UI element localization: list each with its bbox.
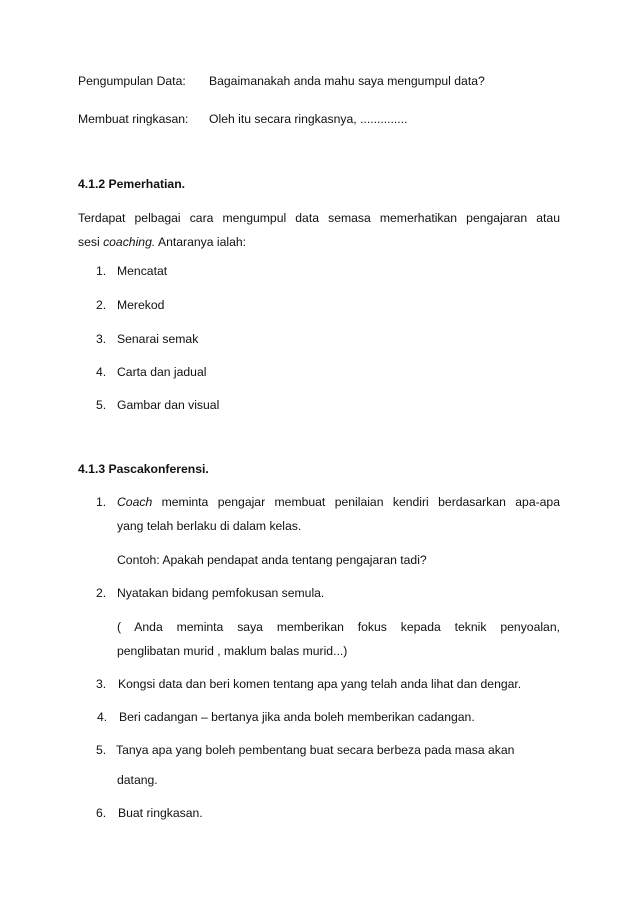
list-item — [96, 263, 167, 279]
coach-emphasis: Coach — [117, 495, 153, 509]
list-item-text: Gambar dan visual — [117, 398, 220, 412]
list-item-number: 4. — [96, 365, 107, 379]
intro-row1-label: Pengumpulan Data: — [78, 74, 186, 88]
list-item-text: Kongsi data dan beri komen tentang apa yang telah anda lihat dan dengar. — [118, 677, 522, 691]
list-item-4 — [97, 709, 475, 725]
section-413-heading: 4.1.3 Pascakonferensi. — [78, 462, 209, 476]
para-line2-pre: sesi — [78, 235, 104, 249]
list-item-number: 4. — [97, 710, 108, 724]
list-item-text: Beri cadangan – bertanya jika anda boleh memberikan cadangan. — [119, 710, 475, 724]
list-item-1-line1-rest: meminta pengajar membuat penilaian kendiri berdasarkan apa-apa — [152, 495, 560, 509]
list-item-text: Tanya apa yang boleh pembentang buat secara berbeza pada masa akan — [116, 743, 515, 757]
intro-row2-text: Oleh itu secara ringkasnya, .............. — [209, 112, 408, 126]
list-item-2-line1: Nyatakan bidang pemfokusan semula. — [117, 586, 325, 600]
section-412-heading: 4.1.2 Pemerhatian. — [78, 177, 186, 191]
list-item-text: Buat ringkasan. — [118, 806, 203, 820]
list-item-3 — [96, 676, 521, 692]
intro-row2-label: Membuat ringkasan: — [78, 112, 189, 126]
list-item-number: 6. — [96, 806, 107, 820]
list-item-6 — [96, 805, 203, 821]
list-item-number: 5. — [96, 743, 107, 757]
list-item — [96, 397, 219, 413]
list-item-number: 5. — [96, 398, 107, 412]
list-item — [96, 364, 206, 380]
list-item-1-example: Contoh: Apakah pendapat anda tentang pengajaran tadi? — [117, 553, 427, 567]
list-item-2-line2: ( Anda meminta saya memberikan fokus kepada teknik penyoalan, — [117, 620, 560, 634]
list-item-number: 1. — [96, 264, 107, 278]
list-item-5-line2: datang. — [117, 773, 158, 787]
list-item-text: Senarai semak — [117, 332, 199, 346]
intro-row1-text: Bagaimanakah anda mahu saya mengumpul data? — [209, 74, 485, 88]
section-412-paragraph-line2 — [78, 234, 246, 250]
para-line2-em: coaching. — [103, 235, 156, 249]
list-item-1-line1 — [117, 494, 560, 510]
list-item-5 — [96, 742, 514, 758]
list-item-number: 2. — [96, 298, 107, 312]
list-item-1-line2: yang telah berlaku di dalam kelas. — [117, 519, 302, 533]
list-item — [96, 331, 198, 347]
list-item — [96, 297, 164, 313]
para-line2-post: Antaranya ialah: — [155, 235, 247, 249]
list-item-number: 3. — [96, 677, 107, 691]
list-item-1-number: 1. — [96, 495, 107, 509]
section-412-paragraph-line1: Terdapat pelbagai cara mengumpul data semasa memerhatikan pengajaran atau — [78, 211, 560, 225]
list-item-text: Carta dan jadual — [117, 365, 207, 379]
list-item-2-line3: penglibatan murid , maklum balas murid...) — [117, 644, 348, 658]
list-item-number: 3. — [96, 332, 107, 346]
list-item-2-number: 2. — [96, 586, 107, 600]
list-item-text: Mencatat — [117, 264, 168, 278]
list-item-text: Merekod — [117, 298, 165, 312]
